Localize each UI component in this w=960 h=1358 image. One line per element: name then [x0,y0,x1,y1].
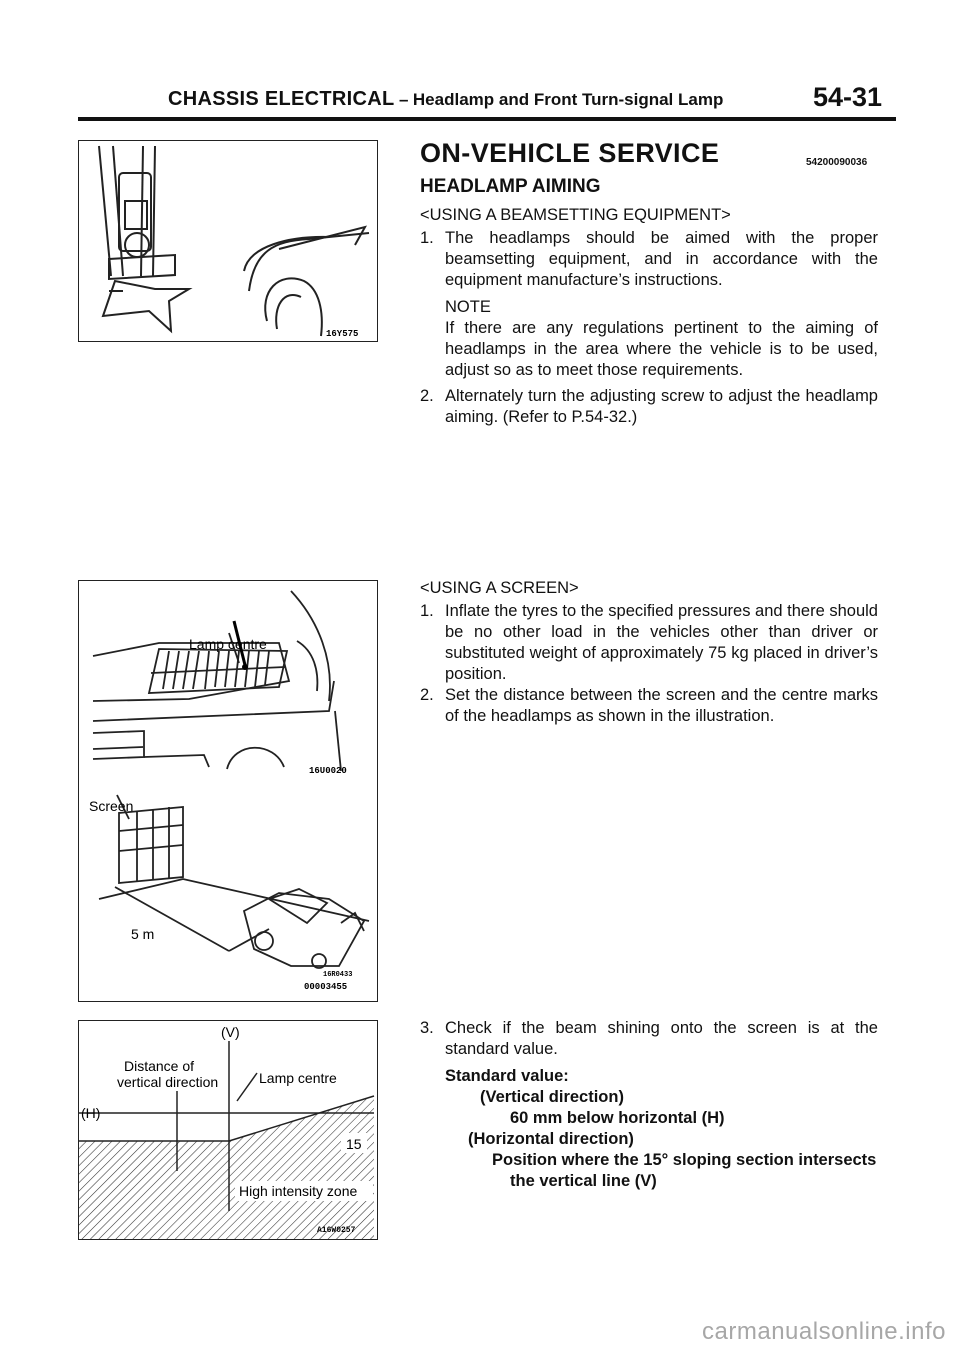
note-label: NOTE [445,298,491,316]
fig3-h-label: (H) [81,1105,101,1121]
beamsetting-step-1 [420,228,878,291]
fig2-code-small: 16R0433 [323,971,353,979]
fig3-v-label: (V) [221,1024,240,1040]
step-number: 1. [420,229,434,247]
fig3-lamp-centre: Lamp centre [259,1070,337,1086]
fig3-distance-line1: Distance of [124,1058,195,1074]
fig1-code: 16Y575 [326,329,359,339]
step-number: 1. [420,602,434,620]
fig3-code: A16W0257 [317,1226,356,1235]
figure-beam-pattern [78,1020,378,1240]
step-text: Check if the beam shining onto the screen is at the standard value. [445,1019,878,1058]
fig3-zone-label: High intensity zone [239,1183,358,1199]
step-number: 2. [420,686,434,704]
step-text: The headlamps should be aimed with the proper beamsetting equipment, and in accordance with the equipment manufacture’s instructions. [445,229,878,289]
page-number: 54-31 [812,82,882,112]
beamsetter-illustration [79,141,377,341]
headlamp-aiming-heading: HEADLAMP AIMING [420,176,601,197]
section-subtitle: Headlamp and Front Turn-signal Lamp [412,90,724,109]
fig3-angle: 15 [346,1136,362,1152]
step-text: Alternately turn the adjusting screw to adjust the headlamp aiming. (Refer to P.54-32.) [445,387,878,426]
figure-beamsetter [78,140,378,342]
screen-section [420,578,878,727]
screen-step-1 [420,601,878,685]
vertical-direction-label: (Vertical direction) [480,1088,624,1106]
header-rule [78,117,896,121]
screen-title: <USING A SCREEN> [420,579,579,597]
screen-step-3 [420,1018,878,1060]
service-code: 54200090036 [806,157,868,168]
fig2-distance-label: 5 m [131,926,155,942]
fig2-screen-label: Screen [89,798,134,814]
step-text: Inflate the tyres to the specified pressures and there should be no other load in the vehicles other than driver or substituted weight of approximately 75 kg placed in driver’s position. [445,602,878,683]
standard-value-label: Standard value: [445,1067,569,1085]
beam-pattern-illustration [79,1021,377,1239]
watermark: carmanualsonline.info [702,1318,946,1345]
fig2-code-top: 16U0020 [309,766,347,776]
page-header [168,82,888,112]
fig2-lamp-centre: Lamp centre [189,636,267,652]
horizontal-direction-value-2: the vertical line (V) [510,1172,657,1190]
service-title: ON-VEHICLE SERVICE [420,138,720,168]
beamsetting-title: <USING A BEAMSETTING EQUIPMENT> [420,206,731,224]
check-section [420,1018,878,1192]
fig2-code-bottom: 00003455 [304,982,348,992]
vertical-direction-value: 60 mm below horizontal (H) [510,1109,725,1127]
beamsetting-step-2 [420,386,878,428]
step-number: 3. [420,1019,434,1037]
beamsetting-section [420,205,878,428]
figure-screen-setup [78,580,378,1002]
fig3-distance-line2: vertical direction [117,1074,219,1090]
screen-setup-illustration [79,581,377,1001]
step-text: Set the distance between the screen and the centre marks of the headlamps as shown in the illustration. [445,686,878,725]
header-dash: – [398,90,409,109]
screen-step-2 [420,685,878,727]
note-text: If there are any regulations pertinent to the aiming of headlamps in the area where the vehicle is to be used, adjust so as to meet those requirements. [445,319,878,379]
horizontal-direction-label: (Horizontal direction) [468,1130,634,1148]
step-number: 2. [420,387,434,405]
horizontal-direction-value-1: Position where the 15° sloping section intersects [492,1151,877,1169]
section-title: CHASSIS ELECTRICAL [168,88,395,110]
